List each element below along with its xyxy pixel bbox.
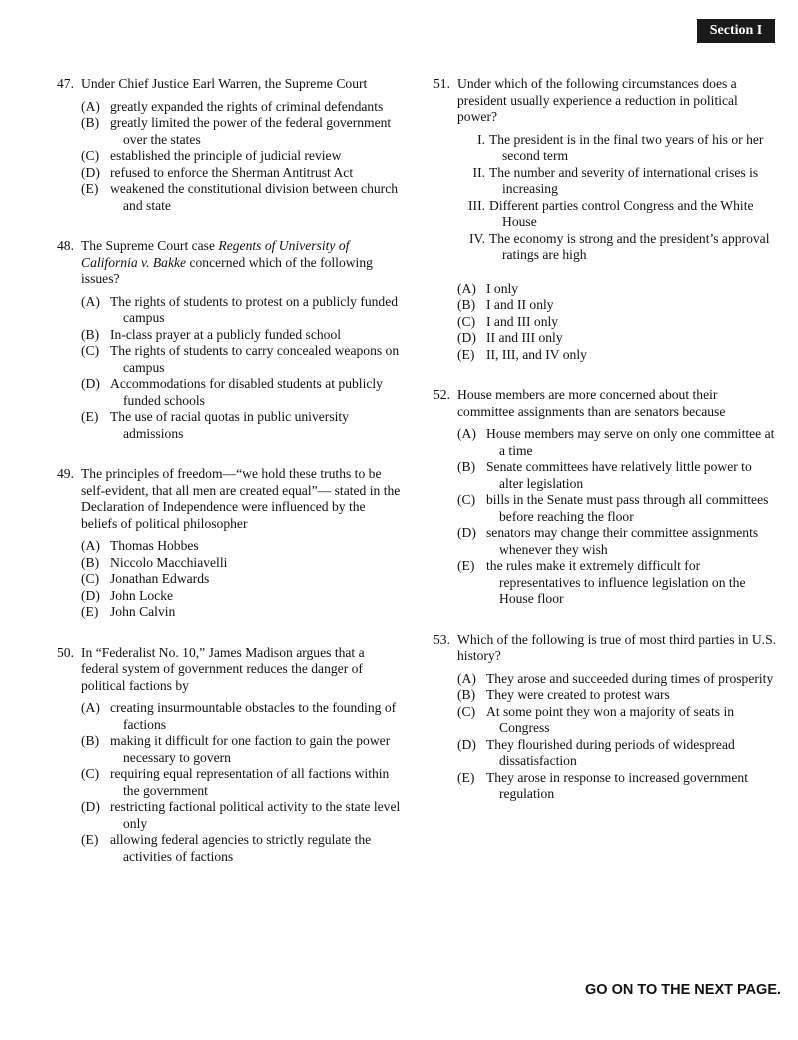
option-text: Thomas Hobbes	[110, 538, 199, 553]
question-stem: The principles of freedom—“we hold these truths to be self-evident, that all men are created equal”— stated in the Declaration of Independence were influenced by the beliefs of political philosopher	[81, 466, 401, 531]
option-letter: (D)	[81, 164, 100, 180]
roman-statements	[457, 132, 778, 264]
answer-option-d[interactable]	[457, 330, 778, 347]
answer-option-c[interactable]	[81, 571, 402, 588]
answer-option-d[interactable]	[81, 799, 402, 832]
option-letter: (D)	[457, 525, 476, 540]
question-number: 50.	[57, 644, 74, 660]
option-letter: (E)	[81, 604, 99, 619]
answer-option-d[interactable]	[81, 165, 402, 182]
answer-option-d[interactable]	[457, 737, 778, 770]
answer-option-a[interactable]	[81, 99, 402, 116]
statement-iii	[457, 198, 778, 231]
right-column	[433, 76, 778, 803]
next-page-notice: GO ON TO THE NEXT PAGE.	[585, 982, 782, 998]
option-text: allowing federal agencies to strictly regulate the activities of factions	[110, 832, 372, 864]
answer-option-c[interactable]	[81, 148, 402, 165]
section-label: Section I	[697, 19, 775, 43]
option-letter: (E)	[81, 409, 99, 424]
question-53	[433, 632, 778, 803]
option-letter: (A)	[81, 293, 100, 309]
statement-text: The president is in the final two years of his or her second term	[489, 131, 764, 163]
option-letter: (A)	[81, 700, 100, 715]
option-text: John Locke	[110, 587, 174, 603]
answer-options	[457, 426, 778, 608]
answer-option-c[interactable]	[81, 766, 402, 799]
question-number: 53.	[433, 631, 450, 647]
question-47	[57, 76, 402, 214]
question-stem: Under Chief Justice Earl Warren, the Supreme Court	[81, 76, 368, 91]
statement-i	[457, 132, 778, 165]
statement-numeral: II.	[472, 164, 485, 180]
answer-option-b[interactable]	[81, 733, 402, 766]
option-text: The use of racial quotas in public university admissions	[110, 409, 349, 441]
option-text: They arose and succeeded during times of prosperity	[486, 670, 774, 686]
question-number: 49.	[57, 466, 74, 481]
option-text: House members may serve on only one committee at a time	[486, 426, 775, 458]
option-letter: (E)	[457, 558, 475, 573]
option-text: Jonathan Edwards	[110, 571, 210, 586]
answer-option-b[interactable]	[457, 459, 778, 492]
answer-option-e[interactable]	[457, 347, 778, 364]
statement-numeral: I.	[477, 131, 485, 147]
question-stem: Which of the following is true of most third parties in U.S. history?	[457, 631, 777, 663]
question-49	[57, 466, 402, 621]
question-number: 48.	[57, 238, 74, 253]
answer-options	[81, 700, 402, 865]
statement-ii	[457, 165, 778, 198]
statement-text: Different parties control Congress and the White House	[489, 197, 754, 229]
question-number: 52.	[433, 387, 450, 402]
option-text: John Calvin	[110, 604, 176, 619]
question-stem: House members are more concerned about their committee assignments than are senators because	[457, 387, 726, 419]
question-stem: In “Federalist No. 10,” James Madison argues that a federal system of government reduces the danger of political factions by	[81, 644, 365, 693]
stem-text: The Supreme Court case	[81, 238, 219, 253]
option-text: greatly expanded the rights of criminal defendants	[110, 98, 384, 114]
answer-option-b[interactable]	[81, 327, 402, 344]
option-letter: (A)	[457, 426, 476, 441]
question-52	[433, 387, 778, 608]
option-text: The rights of students to protest on a publicly funded campus	[110, 293, 399, 325]
option-text: In-class prayer at a publicly funded school	[110, 326, 342, 342]
option-text: II and III only	[486, 330, 563, 345]
statement-text: The economy is strong and the president’s approval ratings are high	[489, 230, 770, 262]
option-text: restricting factional political activity to the state level only	[110, 799, 401, 831]
question-51	[433, 76, 778, 363]
option-text: They were created to protest wars	[486, 687, 670, 702]
answer-option-a[interactable]	[457, 426, 778, 459]
answer-options	[81, 99, 402, 215]
answer-option-c[interactable]	[81, 343, 402, 376]
answer-option-d[interactable]	[81, 376, 402, 409]
stem-text: concerned which of the following issues?	[81, 254, 373, 286]
statement-numeral: III.	[468, 197, 485, 213]
answer-option-c[interactable]	[457, 704, 778, 737]
option-text: I and II only	[486, 297, 554, 312]
option-text: II, III, and IV only	[486, 346, 587, 362]
option-letter: (D)	[81, 587, 100, 603]
option-text: requiring equal representation of all factions within the government	[110, 766, 390, 798]
option-text: They arose in response to increased government regulation	[486, 769, 748, 801]
answer-options	[81, 538, 402, 621]
option-text: I and III only	[486, 313, 559, 329]
answer-option-b[interactable]	[81, 555, 402, 572]
option-letter: (D)	[81, 376, 100, 391]
answer-option-b[interactable]	[457, 687, 778, 704]
answer-option-a[interactable]	[81, 538, 402, 555]
answer-option-e[interactable]	[457, 558, 778, 608]
answer-option-c[interactable]	[457, 492, 778, 525]
answer-options	[81, 294, 402, 443]
answer-options	[457, 671, 778, 803]
question-number: 47.	[57, 76, 74, 91]
option-text: creating insurmountable obstacles to the founding of factions	[110, 700, 397, 732]
option-letter: (B)	[81, 554, 100, 570]
option-letter: (E)	[81, 181, 99, 196]
option-letter: (C)	[457, 703, 476, 719]
option-text: Senate committees have relatively little power to alter legislation	[486, 459, 752, 491]
option-letter: (B)	[81, 115, 100, 130]
option-text: weakened the constitutional division between church and state	[110, 181, 399, 213]
option-text: The rights of students to carry concealed weapons on campus	[110, 343, 400, 375]
option-text: senators may change their committee assignments whenever they wish	[486, 525, 759, 557]
answer-option-e[interactable]	[81, 409, 402, 442]
option-text: I only	[486, 280, 519, 296]
question-50	[57, 645, 402, 866]
option-letter: (B)	[81, 326, 100, 342]
option-letter: (B)	[81, 733, 100, 748]
option-letter: (B)	[457, 297, 476, 312]
option-letter: (A)	[81, 98, 100, 114]
answer-option-a[interactable]	[81, 294, 402, 327]
option-text: bills in the Senate must pass through all committees before reaching the floor	[486, 492, 769, 524]
option-letter: (D)	[457, 736, 476, 752]
option-letter: (A)	[457, 280, 476, 296]
question-48	[57, 238, 402, 442]
answer-options	[457, 281, 778, 364]
statement-text: The number and severity of international crises is increasing	[489, 164, 759, 196]
answer-option-e[interactable]	[81, 832, 402, 865]
answer-option-b[interactable]	[457, 297, 778, 314]
question-number: 51.	[433, 76, 450, 91]
option-text: the rules make it extremely difficult for representatives to influence legislation on the House floor	[486, 558, 746, 606]
answer-option-a[interactable]	[457, 281, 778, 298]
option-text: greatly limited the power of the federal government over the states	[110, 115, 392, 147]
option-letter: (D)	[81, 799, 100, 814]
option-text: At some point they won a majority of seats in Congress	[486, 703, 735, 735]
answer-option-e[interactable]	[81, 181, 402, 214]
option-text: They flourished during periods of widespread dissatisfaction	[486, 736, 735, 768]
option-text: refused to enforce the Sherman Antitrust Act	[110, 164, 354, 180]
option-text: established the principle of judicial review	[110, 148, 342, 163]
option-text: Niccolo Macchiavelli	[110, 554, 228, 570]
statement-numeral: IV.	[469, 230, 485, 246]
option-letter: (D)	[457, 330, 476, 345]
left-column	[57, 76, 402, 865]
option-letter: (C)	[81, 766, 100, 781]
option-text: making it difficult for one faction to gain the power necessary to govern	[110, 733, 391, 765]
option-letter: (C)	[457, 492, 476, 507]
option-letter: (A)	[81, 538, 100, 553]
option-letter: (B)	[457, 459, 476, 474]
statement-iv	[457, 231, 778, 264]
case-name: Regents of University of California v. Bakke	[81, 238, 350, 270]
option-letter: (E)	[81, 832, 99, 847]
answer-option-a[interactable]	[457, 671, 778, 688]
option-letter: (C)	[457, 313, 476, 329]
option-letter: (E)	[457, 346, 475, 362]
question-stem: Under which of the following circumstances does a president usually experience a reduction in political power?	[457, 76, 738, 124]
answer-option-e[interactable]	[81, 604, 402, 621]
answer-option-a[interactable]	[81, 700, 402, 733]
answer-option-e[interactable]	[457, 770, 778, 803]
option-letter: (C)	[81, 571, 100, 586]
option-letter: (E)	[457, 769, 475, 785]
answer-option-b[interactable]	[81, 115, 402, 148]
option-letter: (B)	[457, 687, 476, 702]
option-letter: (C)	[81, 148, 100, 163]
option-letter: (A)	[457, 670, 476, 686]
option-letter: (C)	[81, 343, 100, 358]
answer-option-d[interactable]	[457, 525, 778, 558]
answer-option-c[interactable]	[457, 314, 778, 331]
answer-option-d[interactable]	[81, 588, 402, 605]
question-stem	[81, 238, 402, 288]
option-text: Accommodations for disabled students at publicly funded schools	[110, 376, 383, 408]
